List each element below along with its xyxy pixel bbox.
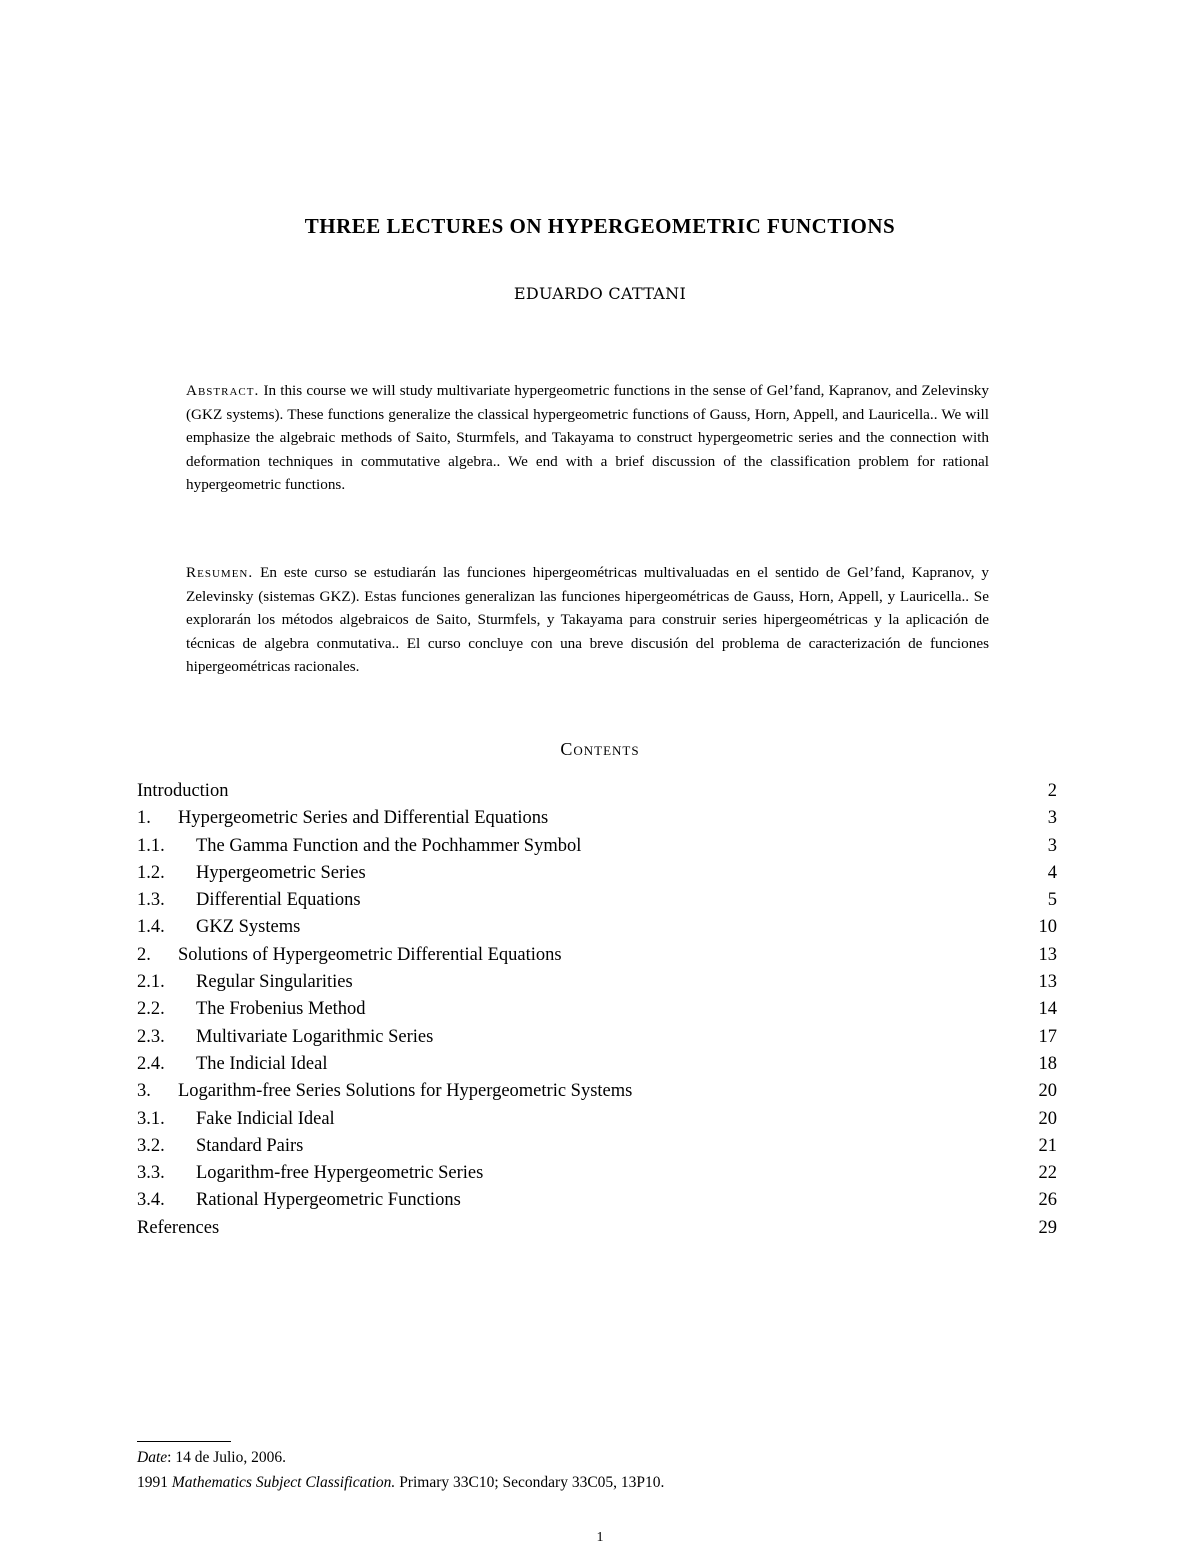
abstract-text: In this course we will study multivariate hypergeometric functions in the sense of Gel’fand, Kapranov, and Zelevinsky (GKZ systems). These functions generalize the classical hypergeometric functions of Gauss, Horn, Appell, and Lauricella.. We will emphasize the algebraic methods of Saito, Sturmfels, and Takayama to construct hypergeometric series and the connection with deformation techniques in commutative algebra.. We end with a brief discussion of the classification problem for rational hypergeometric functions.	[186, 382, 989, 494]
toc-entry-number: 1.1.	[137, 835, 165, 856]
toc-entry-page: 4	[1047, 862, 1057, 883]
toc-entry-page: 5	[1047, 890, 1057, 911]
toc-entry-page: 22	[1038, 1163, 1057, 1184]
toc-entry[interactable]	[137, 1215, 1057, 1242]
toc-entry-title: Differential Equations	[196, 890, 361, 911]
toc-entry-number: 1.2.	[137, 862, 165, 883]
toc-entry-title: The Indicial Ideal	[196, 1053, 328, 1074]
toc-entry-title: Introduction	[137, 781, 229, 801]
page-number: 1	[596, 1530, 604, 1545]
toc-entry-label	[137, 1215, 219, 1242]
footnote-msc	[137, 1474, 664, 1492]
toc-entry-page: 20	[1038, 1081, 1057, 1102]
toc-entry-title: Multivariate Logarithmic Series	[196, 1026, 434, 1047]
toc-entry-number: 2.	[137, 944, 151, 965]
msc-value: Primary 33C10; Secondary 33C05, 13P10.	[395, 1474, 665, 1491]
abstract-spanish	[186, 561, 989, 679]
toc-entry-label	[137, 914, 300, 941]
toc-entry-label	[137, 1133, 303, 1160]
date-label: Date	[137, 1449, 168, 1466]
table-of-contents	[137, 778, 1057, 1242]
toc-entry-page: 18	[1038, 1053, 1057, 1074]
toc-entry[interactable]	[137, 1106, 1057, 1133]
toc-entry[interactable]	[137, 860, 1057, 887]
toc-entry[interactable]	[137, 914, 1057, 941]
toc-entry-page: 17	[1038, 1026, 1057, 1047]
toc-entry-number: 3.	[137, 1081, 151, 1102]
toc-entry-label	[137, 833, 581, 860]
resumen-label: Resumen.	[186, 564, 254, 581]
toc-entry-label	[137, 1160, 483, 1187]
toc-entry-page: 26	[1038, 1190, 1057, 1211]
toc-entry-title: Hypergeometric Series	[196, 862, 366, 883]
abstract-label: Abstract.	[186, 382, 260, 399]
toc-entry-label	[137, 1187, 461, 1214]
toc-entry-label	[137, 942, 562, 969]
toc-entry-page: 13	[1038, 944, 1057, 965]
toc-entry-label	[137, 1078, 632, 1105]
toc-entry-label	[137, 805, 548, 832]
toc-entry-title: Rational Hypergeometric Functions	[196, 1190, 461, 1211]
toc-entry-label	[137, 1051, 328, 1078]
toc-entry-number: 2.4.	[137, 1053, 165, 1074]
toc-entry-page: 20	[1038, 1108, 1057, 1129]
toc-entry[interactable]	[137, 1024, 1057, 1051]
toc-entry-title: Logarithm-free Hypergeometric Series	[196, 1163, 484, 1184]
toc-entry[interactable]	[137, 805, 1057, 832]
toc-entry-number: 3.2.	[137, 1135, 165, 1156]
author-name: EDUARDO CATTANI	[513, 284, 687, 303]
toc-entry-title: The Gamma Function and the Pochhammer Symbol	[196, 835, 582, 856]
toc-entry-number: 1.3.	[137, 890, 165, 911]
toc-entry-page: 3	[1047, 835, 1057, 856]
toc-entry-number: 3.3.	[137, 1163, 165, 1184]
toc-entry-number: 1.4.	[137, 917, 165, 938]
msc-year: 1991	[137, 1474, 172, 1491]
toc-entry-label	[137, 887, 361, 914]
toc-entry-label	[137, 1106, 335, 1133]
toc-entry-title: Regular Singularities	[196, 972, 353, 993]
toc-entry-number: 2.1.	[137, 972, 165, 993]
toc-entry-label	[137, 996, 366, 1023]
toc-entry-label	[137, 1024, 433, 1051]
toc-entry-number: 2.2.	[137, 999, 165, 1020]
toc-entry[interactable]	[137, 887, 1057, 914]
toc-entry[interactable]	[137, 996, 1057, 1023]
paper-title: THREE LECTURES ON HYPERGEOMETRIC FUNCTIONS	[304, 214, 896, 238]
toc-entry-label	[137, 860, 366, 887]
toc-entry-title: References	[137, 1217, 220, 1238]
footnote-date	[137, 1449, 286, 1467]
footnote-rule	[137, 1441, 231, 1442]
toc-entry-page: 10	[1038, 917, 1057, 938]
toc-entry[interactable]	[137, 942, 1057, 969]
toc-entry-number: 3.1.	[137, 1108, 165, 1129]
toc-entry-number: 2.3.	[137, 1026, 165, 1047]
toc-entry-title: Solutions of Hypergeometric Differential Equations	[178, 944, 562, 965]
contents-heading: Contents	[560, 739, 640, 759]
toc-entry[interactable]	[137, 833, 1057, 860]
toc-entry-title: The Frobenius Method	[196, 999, 366, 1020]
toc-entry-page: 13	[1038, 972, 1057, 993]
toc-entry-number: 1.	[137, 808, 151, 829]
toc-entry-title: Fake Indicial Ideal	[196, 1108, 335, 1129]
toc-entry-page: 29	[1038, 1217, 1057, 1238]
toc-entry-title: Hypergeometric Series and Differential Equations	[178, 808, 549, 829]
toc-entry-title: Standard Pairs	[196, 1135, 304, 1156]
toc-entry-page: 14	[1038, 999, 1057, 1020]
toc-entry-label	[137, 778, 228, 805]
toc-entry-title: Logarithm-free Series Solutions for Hypergeometric Systems	[178, 1081, 633, 1102]
toc-entry[interactable]	[137, 1133, 1057, 1160]
toc-entry[interactable]	[137, 778, 1057, 805]
toc-entry[interactable]	[137, 1078, 1057, 1105]
toc-entry[interactable]	[137, 1051, 1057, 1078]
msc-label: Mathematics Subject Classification.	[171, 1474, 396, 1491]
toc-entry[interactable]	[137, 969, 1057, 996]
toc-entry-page: 2	[1047, 781, 1057, 801]
toc-entry-number: 3.4.	[137, 1190, 165, 1211]
abstract-english	[186, 379, 989, 497]
toc-entry-label	[137, 969, 353, 996]
toc-entry-title: GKZ Systems	[196, 917, 301, 938]
toc-entry-page: 21	[1038, 1135, 1057, 1156]
resumen-text: En este curso se estudiarán las funciones hipergeométricas multivaluadas en el sentido de Gel’fand, Kapranov, y Zelevinsky (sistemas GKZ). Estas funciones generalizan las funciones hipergeométricas de Gauss, Horn, Appell, y Lauricella.. Se explorarán los métodos algebraicos de Saito, Sturmfels, y Takayama para construir series hipergeométricas y la aplicación de técnicas de algebra conmutativa.. El curso concluye con una breve discusión del problema de caracterización de funciones hipergeométricas racionales.	[186, 564, 989, 676]
toc-entry-page: 3	[1047, 808, 1057, 829]
toc-entry[interactable]	[137, 1160, 1057, 1187]
toc-entry[interactable]	[137, 1187, 1057, 1214]
date-value: : 14 de Julio, 2006.	[167, 1449, 286, 1466]
